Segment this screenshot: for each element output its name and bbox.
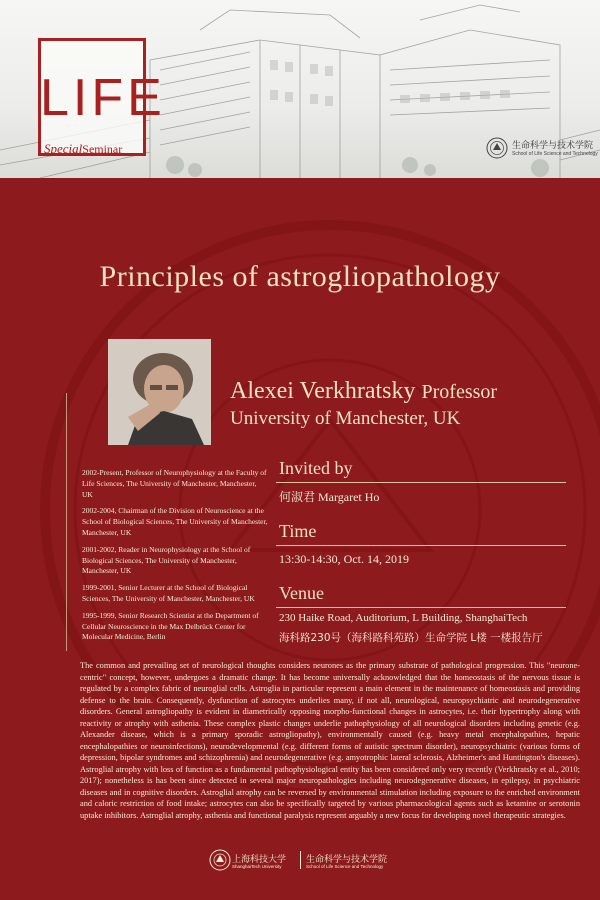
- speaker-role: Professor: [421, 381, 498, 403]
- venue-rule: [276, 607, 566, 608]
- cv-item: 1995-1999, Senior Research Scientist at the Department of Cellular Neuroscience in the Max Delbrück Center for Molecular Medicine, Berlin: [82, 610, 259, 642]
- school-name-cn: 生命科学与技术学院: [512, 141, 594, 151]
- speaker-name-line: [230, 378, 497, 405]
- footer-university-cn: 上海科技大学: [232, 855, 287, 865]
- university-seal-icon: [486, 137, 508, 159]
- logo-life-text: LIFE: [40, 69, 166, 127]
- venue-en: 230 Haike Road, Auditorium, L Building, ShanghaiTech: [279, 612, 528, 624]
- abstract-text: The common and prevailing set of neurological thoughts considers neurones as the primary substrate of pathological progression. This "neurone-centric" concept, however, undergoes a dramatic change. It has become universally acknowledged that the homeostasis of the nervous tissue is regulated by a complex fabric of neuroglial cells. Astroglia in particular represent a main element in the maintenance of homeostasis and providing defense to the brain. Consequently, dysfunction of astrocytes underlies many, if not all, neurological, neuropsychiatric and neurodegenerative disorders. General astrogliopathy is evident in diametrically opposing morpho-functional changes in astrocytes, i.e. their hypertrophy along with reactivity or atrophy with asthenia. These complex plastic changes underlie pathophysiology of all neurological disorders including genetic (e.g. Alexander disease, which is a primary sporadic astrogliopathy), environmentally caused (e.g. heavy metal encephalopathies, hepatic encephalopathies or neuroinfections), neurodevelopmental (e.g. different forms of autistic spectrum disorder), neuropsychiatric (various forms of depression, bipolar syndromes and schizophrenia) and neurodegenerative (e.g. amyotrophic lateral sclerosis, Alzheimer's and Huntington's diseases). Astroglial atrophy with loss of function as a fundamental pathophysiological entity has been considered only very recently (Verkhratsky et al., 2010; 2017); nonetheless is has been since detected in several major neuropathologies including neurodegenerative diseases, in epilepsy, in psychiatric diseases and in cognitive disorders. Astroglial atrophy can be reversed by environmental stimulation including exposure to the enriched environment and caloric restriction of food intake; astrocytes can also be specifically targeted by various pharmacological agents such as ketamine or serotonin uptake inhibitors. Astroglial atrophy, asthenia and functional paralysis represent arguably a new focus for developing novel therapeutic strategies.: [80, 661, 580, 820]
- logo-special-seminar: [44, 141, 122, 157]
- cv-item: 2002-2004, Chairman of the Division of Neuroscience at the School of Biological Sciences, The University of Manchester, Manchester, UK: [82, 506, 268, 537]
- time-rule: [276, 545, 566, 546]
- footer-university-en: ShanghaiTech University: [232, 864, 282, 869]
- logo-special-text: Special: [44, 141, 83, 156]
- poster-header: [0, 0, 600, 178]
- venue-cn: 海科路230号（海科路科苑路）生命学院 L楼 一楼报告厅: [279, 632, 543, 644]
- cv-item: 2001-2002, Reader in Neurophysiology at the School of Biological Sciences, The University of Manchester, Manchester, UK: [82, 544, 251, 576]
- speaker-portrait: [108, 339, 211, 445]
- school-name-en: School of Life Science and Technology: [512, 151, 598, 157]
- speaker-cv: [82, 468, 268, 649]
- invited-heading: Invited by: [279, 458, 353, 478]
- time-heading: Time: [279, 521, 317, 541]
- cv-item: 2002-Present, Professor of Neurophysiology at the Faculty of Life Sciences, The University of Manchester, Manchester, UK: [82, 468, 267, 499]
- cv-item: 1999-2001, Senior Lecturer at the School of Biological Sciences, The University of Manchester, Manchester, UK: [82, 583, 255, 603]
- speaker-affiliation: University of Manchester, UK: [230, 408, 461, 429]
- left-divider: [66, 393, 67, 651]
- time-value: 13:30-14:30, Oct. 14, 2019: [279, 552, 409, 566]
- footer-school-en: School of Life Science and Technology: [306, 864, 384, 869]
- speaker-photo: [108, 339, 211, 445]
- invited-rule: [276, 482, 566, 483]
- footer-school-cn: 生命科学与技术学院: [306, 855, 388, 865]
- invited-value: 何淑君 Margaret Ho: [279, 490, 380, 504]
- venue-heading: Venue: [279, 583, 324, 603]
- seminar-title: Principles of astrogliopathology: [99, 260, 501, 293]
- speaker-name: Alexei Verkhratsky: [230, 378, 416, 404]
- logo-seminar-text: Seminar: [82, 142, 123, 156]
